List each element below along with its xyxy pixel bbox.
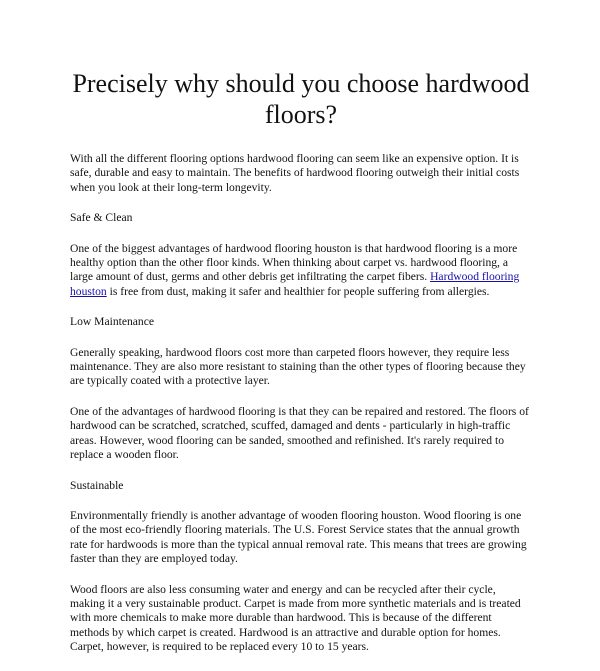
sustainable-paragraph-2: Wood floors are also less consuming water and energy and can be recycled after their cycle, making it a very sustainable product. Carpet is made from more synthetic materials and is treated with more chemicals to make more durable than hardwood. This is because of the different methods by which carpet is created. Hardwood is an attractive and durable option for homes. Carpet, however, is required to be replaced every 10 to 15 years.	[70, 582, 521, 654]
maintenance-paragraph-2: One of the advantages of hardwood flooring is that they can be repaired and restored. The floors of hardwood can be scratched, scratched, scuffed, damaged and dents - particularly in high-traffic areas. However, wood flooring can be sanded, smoothed and refinished. It's rarely required to replace a wooden floor.	[70, 404, 529, 462]
section-heading-sustainable: Sustainable	[70, 478, 124, 492]
safe-paragraph	[70, 242, 532, 300]
sustainable-paragraph-1: Environmentally friendly is another advantage of wooden flooring houston. Wood flooring is one of the most eco-friendly flooring materials. The U.S. Forest Service states that the annual growth rate for hardwoods is more than the typical annual removal rate. This means that trees are growing faster than they are employed today.	[70, 508, 527, 566]
hardwood-flooring-houston-link[interactable]: Hardwood flooring houston	[70, 270, 520, 298]
section-heading-maintenance: Low Maintenance	[70, 315, 155, 329]
intro-paragraph: With all the different flooring options hardwood flooring can seem like an expensive option. It is safe, durable and easy to maintain. The benefits of hardwood flooring outweigh their initial costs when you look at their long-term longevity.	[70, 152, 520, 194]
page-title: Precisely why should you choose hardwood floors?	[72, 69, 530, 129]
maintenance-paragraph-1: Generally speaking, hardwood floors cost more than carpeted floors however, they require less maintenance. They are also more resistant to staining than the other types of flooring because they are typically coated with a protective layer.	[70, 345, 526, 388]
section-heading-safe: Safe & Clean	[70, 211, 133, 225]
safe-text-before-link: One of the biggest advantages of hardwood flooring houston is that hardwood flooring is a more healthy option than the other floor kinds. When thinking about carpet vs. hardwood flooring, a large amount of dust, germs and other debris get infiltrating the carpet fibers.	[70, 241, 518, 284]
safe-text-after-link: is free from dust, making it safer and healthier for people suffering from allergies.	[106, 284, 490, 298]
document-page	[70, 68, 532, 671]
